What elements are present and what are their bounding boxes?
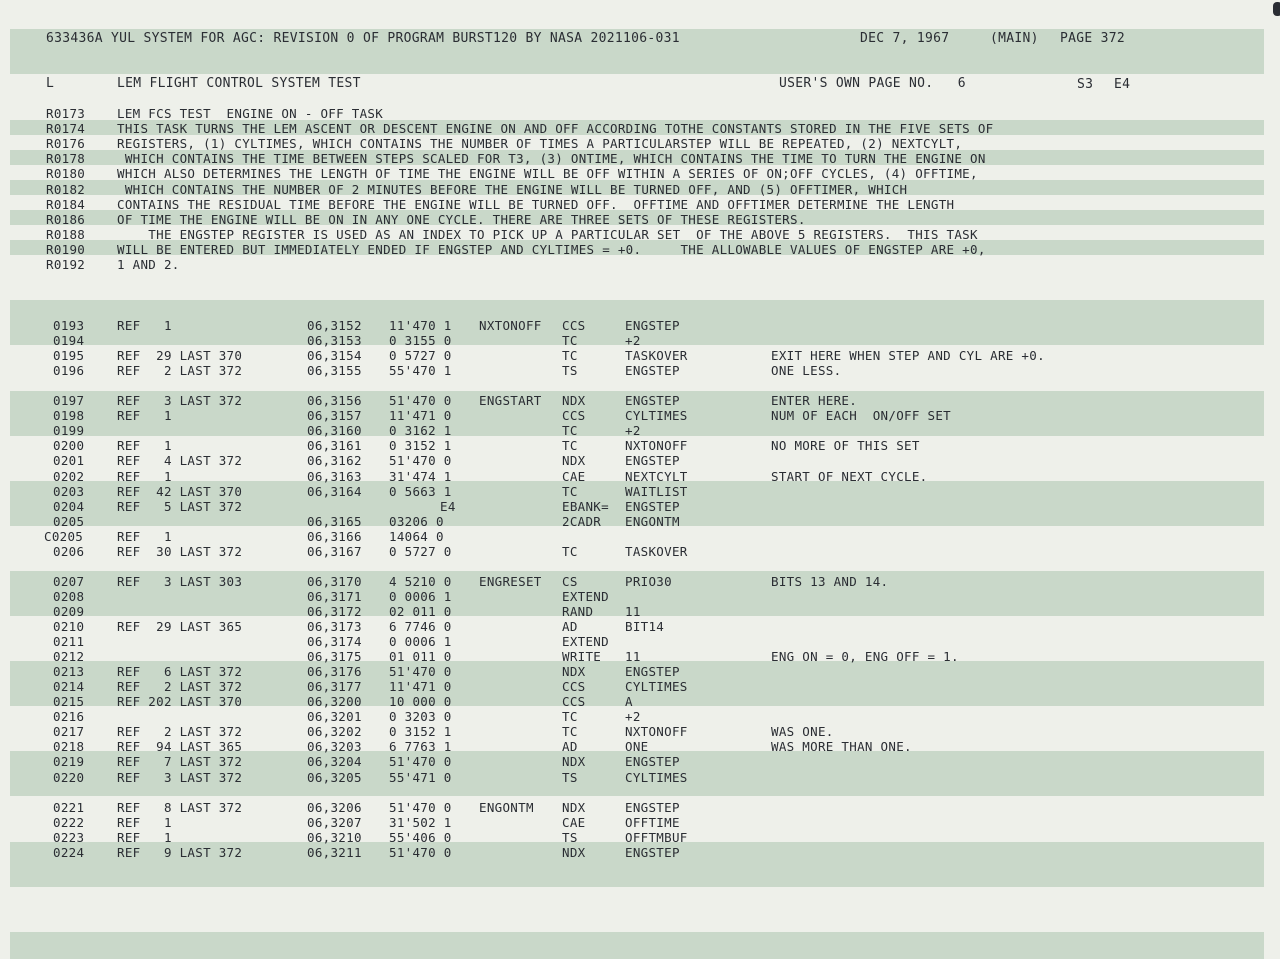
reference: REF 2 LAST 372 — [117, 679, 243, 695]
line-number: 0203 — [53, 483, 85, 499]
operand: CYLTIMES — [625, 769, 688, 785]
opcode: CS — [562, 573, 578, 589]
reference: REF 8 LAST 372 — [117, 799, 243, 815]
location: 06,3167 — [307, 543, 362, 559]
line-number: 0202 — [53, 468, 85, 484]
operand: WAITLIST — [625, 483, 688, 499]
remark-number: R0192 — [46, 257, 86, 272]
symbol-label: ENGONTM — [479, 799, 534, 815]
opcode: NDX — [562, 754, 586, 770]
subheader-users-page: USER'S OWN PAGE NO. 6 — [779, 76, 966, 91]
comment: WAS ONE. — [771, 724, 834, 740]
operand: ENGSTEP — [625, 363, 680, 379]
reference: REF 1 — [117, 438, 172, 454]
location: 06,3172 — [307, 603, 362, 619]
opcode: NDX — [562, 453, 586, 469]
remark-number: R0174 — [46, 121, 86, 137]
line-number: 0204 — [53, 498, 85, 514]
opcode: CCS — [562, 694, 586, 710]
line-number: 0207 — [53, 573, 85, 589]
octal-word: 51'470 0 — [389, 664, 452, 680]
opcode: CCS — [562, 318, 586, 333]
octal-word: 03206 0 — [389, 513, 444, 529]
line-number: 0193 — [53, 318, 85, 333]
octal-word: 0 3203 0 — [389, 709, 452, 725]
octal-word: 6 7763 1 — [389, 739, 452, 755]
octal-word: 11'471 0 — [389, 679, 452, 695]
octal-word: 0 0006 1 — [389, 634, 452, 650]
operand: PRIO30 — [625, 573, 672, 589]
location: 06,3207 — [307, 814, 362, 830]
line-number: 0197 — [53, 393, 85, 409]
remark-number: R0188 — [46, 226, 86, 242]
octal-word: 51'470 0 — [389, 844, 452, 860]
octal-word: 0 0006 1 — [389, 588, 452, 604]
remark-text: REGISTERS, (1) CYLTIMES, WHICH CONTAINS THE NUMBER OF TIMES A PARTICULARSTEP WILL BE REPEATED, (2) NEXTCYLT, — [117, 136, 963, 152]
remark-text: 1 AND 2. — [117, 257, 180, 272]
opcode: 2CADR — [562, 513, 602, 529]
operand: CYLTIMES — [625, 679, 688, 695]
octal-word: 0 5663 1 — [389, 483, 452, 499]
reference: REF 4 LAST 372 — [117, 453, 243, 469]
reference: REF 3 LAST 303 — [117, 573, 243, 589]
location: 06,3202 — [307, 724, 362, 740]
location: 06,3200 — [307, 694, 362, 710]
line-number: 0211 — [53, 634, 85, 650]
remark-text: THIS TASK TURNS THE LEM ASCENT OR DESCENT ENGINE ON AND OFF ACCORDING TOTHE CONSTANTS STORED IN THE FIVE SETS OF — [117, 121, 994, 137]
location: 06,3152 — [307, 318, 362, 333]
line-number: 0222 — [53, 814, 85, 830]
line-number: 0195 — [53, 348, 85, 364]
location: 06,3177 — [307, 679, 362, 695]
octal-word: 0 5727 0 — [389, 348, 452, 364]
comment: WAS MORE THAN ONE. — [771, 739, 912, 755]
comment: ENG ON = 0, ENG OFF = 1. — [771, 649, 959, 665]
opcode: AD — [562, 619, 578, 634]
reference: REF 1 — [117, 318, 172, 333]
remark-number: R0178 — [46, 151, 86, 167]
operand: ONE — [625, 739, 649, 755]
opcode: NDX — [562, 799, 586, 815]
subheader-flag: L — [46, 76, 55, 91]
location: 06,3210 — [307, 829, 362, 845]
octal-word: 6 7746 0 — [389, 619, 452, 634]
operand: OFFTMBUF — [625, 829, 688, 845]
octal-word: 0 3152 1 — [389, 438, 452, 454]
opcode: TC — [562, 709, 578, 725]
octal-word: 55'406 0 — [389, 829, 452, 845]
octal-word: 0 3162 1 — [389, 423, 452, 439]
octal-word: 51'470 0 — [389, 393, 452, 409]
operand: ENGSTEP — [625, 318, 680, 333]
octal-word: 11'470 1 — [389, 318, 452, 333]
octal-word: 0 3155 0 — [389, 333, 452, 349]
reference: REF 3 LAST 372 — [117, 393, 243, 409]
reference: REF 2 LAST 372 — [117, 363, 243, 379]
reference: REF 202 LAST 370 — [117, 694, 243, 710]
opcode: EXTEND — [562, 634, 609, 650]
paper-band — [10, 932, 1264, 959]
operand: ENGSTEP — [625, 453, 680, 469]
location: 06,3171 — [307, 588, 362, 604]
line-number: 0221 — [53, 799, 85, 815]
opcode: TS — [562, 769, 578, 785]
operand: TASKOVER — [625, 543, 688, 559]
line-number: 0200 — [53, 438, 85, 454]
symbol-label: ENGSTART — [479, 393, 542, 409]
operand: ENGSTEP — [625, 664, 680, 680]
operand: ENGSTEP — [625, 799, 680, 815]
reference: REF 1 — [117, 829, 172, 845]
page-edge-mark — [1273, 2, 1280, 16]
opcode: CAE — [562, 468, 586, 484]
symbol-label: NXTONOFF — [479, 318, 542, 333]
location: 06,3164 — [307, 483, 362, 499]
octal-word: 4 5210 0 — [389, 573, 452, 589]
opcode: CAE — [562, 814, 586, 830]
reference: REF 1 — [117, 468, 172, 484]
opcode: NDX — [562, 664, 586, 680]
reference: REF 1 — [117, 528, 172, 544]
opcode: TC — [562, 333, 578, 349]
line-number: 0208 — [53, 588, 85, 604]
opcode: RAND — [562, 603, 594, 619]
remark-number: R0186 — [46, 211, 86, 227]
octal-word: 55'471 0 — [389, 769, 452, 785]
operand: ENGSTEP — [625, 498, 680, 514]
octal-word: 10 000 0 — [389, 694, 452, 710]
location: 06,3163 — [307, 468, 362, 484]
octal-word: E4 — [440, 498, 456, 514]
opcode: TS — [562, 363, 578, 379]
location: 06,3153 — [307, 333, 362, 349]
comment: NUM OF EACH ON/OFF SET — [771, 408, 951, 424]
line-number: 0214 — [53, 679, 85, 695]
remark-text: WILL BE ENTERED BUT IMMEDIATELY ENDED IF ENGSTEP AND CYLTIMES = +0. THE ALLOWABLE VALUES OF ENGSTEP ARE +0, — [117, 241, 986, 257]
opcode: NDX — [562, 393, 586, 409]
remark-text: WHICH CONTAINS THE TIME BETWEEN STEPS SCALED FOR T3, (3) ONTIME, WHICH CONTAINS THE TIME TO TURN THE ENGINE ON — [117, 151, 986, 167]
location: 06,3155 — [307, 363, 362, 379]
comment: START OF NEXT CYCLE. — [771, 468, 928, 484]
octal-word: 02 011 0 — [389, 603, 452, 619]
location: 06,3174 — [307, 634, 362, 650]
remark-text: CONTAINS THE RESIDUAL TIME BEFORE THE ENGINE WILL BE TURNED OFF. OFFTIME AND OFFTIMER DETERMINE THE LENGTH — [117, 196, 955, 212]
operand: ENGSTEP — [625, 754, 680, 770]
remark-text: WHICH CONTAINS THE NUMBER OF 2 MINUTES BEFORE THE ENGINE WILL BE TURNED OFF, AND (5) OFFTIMER, WHICH — [117, 181, 908, 197]
reference: REF 1 — [117, 408, 172, 424]
operand: 11 — [625, 649, 641, 665]
location: 06,3154 — [307, 348, 362, 364]
reference: REF 7 LAST 372 — [117, 754, 243, 770]
location: 06,3211 — [307, 844, 362, 860]
opcode: EBANK= — [562, 498, 609, 514]
octal-word: 31'474 1 — [389, 468, 452, 484]
symbol-label: ENGRESET — [479, 573, 542, 589]
reference: REF 30 LAST 372 — [117, 543, 243, 559]
line-number: 0206 — [53, 543, 85, 559]
comment: BITS 13 AND 14. — [771, 573, 889, 589]
octal-word: 51'470 0 — [389, 453, 452, 469]
opcode: TC — [562, 348, 578, 364]
line-number: 0218 — [53, 739, 85, 755]
location: 06,3160 — [307, 423, 362, 439]
opcode: NDX — [562, 844, 586, 860]
opcode: TC — [562, 423, 578, 439]
operand: +2 — [625, 709, 641, 725]
header-date: DEC 7, 1967 — [860, 31, 950, 46]
line-number: 0196 — [53, 363, 85, 379]
operand: ENGSTEP — [625, 393, 680, 409]
comment: NO MORE OF THIS SET — [771, 438, 920, 454]
opcode: TC — [562, 483, 578, 499]
location: 06,3176 — [307, 664, 362, 680]
operand: ENGSTEP — [625, 844, 680, 860]
octal-word: 0 3152 1 — [389, 724, 452, 740]
operand: NXTONOFF — [625, 724, 688, 740]
line-number: 0216 — [53, 709, 85, 725]
line-number: 0213 — [53, 664, 85, 680]
operand: A — [625, 694, 633, 710]
operand: +2 — [625, 333, 641, 349]
opcode: CCS — [562, 679, 586, 695]
operand: TASKOVER — [625, 348, 688, 364]
octal-word: 14064 0 — [389, 528, 444, 544]
location: 06,3173 — [307, 619, 362, 634]
reference: REF 6 LAST 372 — [117, 664, 243, 680]
remark-text: WHICH ALSO DETERMINES THE LENGTH OF TIME THE ENGINE WILL BE OFF WITHIN A SERIES OF ON;OFF CYCLES, (4) OFFTIME, — [117, 166, 978, 182]
operand: CYLTIMES — [625, 408, 688, 424]
reference: REF 5 LAST 372 — [117, 498, 243, 514]
location: 06,3204 — [307, 754, 362, 770]
operand: OFFTIME — [625, 814, 680, 830]
location: 06,3175 — [307, 649, 362, 665]
opcode: TC — [562, 724, 578, 740]
remark-text: THE ENGSTEP REGISTER IS USED AS AN INDEX TO PICK UP A PARTICULAR SET OF THE ABOVE 5 REGISTERS. THIS TASK — [117, 226, 978, 242]
subheader-code-1: S3 — [1077, 77, 1094, 92]
line-number: 0219 — [53, 754, 85, 770]
operand: BIT14 — [625, 619, 665, 634]
remark-number: R0176 — [46, 136, 86, 152]
line-number: 0210 — [53, 619, 85, 634]
location: 06,3161 — [307, 438, 362, 454]
line-number: 0220 — [53, 769, 85, 785]
comment: ONE LESS. — [771, 363, 842, 379]
octal-word: 11'471 0 — [389, 408, 452, 424]
line-number: 0217 — [53, 724, 85, 740]
octal-word: 51'470 0 — [389, 799, 452, 815]
opcode: TC — [562, 438, 578, 454]
reference: REF 94 LAST 365 — [117, 739, 243, 755]
location: 06,3206 — [307, 799, 362, 815]
remark-number: R0190 — [46, 241, 86, 257]
octal-word: 55'470 1 — [389, 363, 452, 379]
comment: EXIT HERE WHEN STEP AND CYL ARE +0. — [771, 348, 1045, 364]
line-number: 0201 — [53, 453, 85, 469]
operand: 11 — [625, 603, 641, 619]
header-page: PAGE 372 — [1060, 31, 1126, 46]
opcode: CCS — [562, 408, 586, 424]
location: 06,3201 — [307, 709, 362, 725]
octal-word: 51'470 0 — [389, 754, 452, 770]
location: 06,3203 — [307, 739, 362, 755]
remark-number: R0180 — [46, 166, 86, 182]
opcode: EXTEND — [562, 588, 609, 604]
reference: REF 1 — [117, 814, 172, 830]
opcode: TC — [562, 543, 578, 559]
reference: REF 9 LAST 372 — [117, 844, 243, 860]
header-section: (MAIN) — [990, 31, 1039, 46]
line-number: 0224 — [53, 844, 85, 860]
line-number: 0199 — [53, 423, 85, 439]
line-number: 0215 — [53, 694, 85, 710]
comment: ENTER HERE. — [771, 393, 858, 409]
line-number: 0194 — [53, 333, 85, 349]
remark-number: R0173 — [46, 106, 86, 121]
location: 06,3157 — [307, 408, 362, 424]
location: 06,3162 — [307, 453, 362, 469]
opcode: WRITE — [562, 649, 602, 665]
line-number: 0223 — [53, 829, 85, 845]
line-number: 0205 — [53, 513, 85, 529]
line-number: C0205 — [44, 528, 84, 544]
operand: NXTONOFF — [625, 438, 688, 454]
opcode: AD — [562, 739, 578, 755]
line-number: 0209 — [53, 603, 85, 619]
reference: REF 29 LAST 365 — [117, 619, 243, 634]
operand: ENGONTM — [625, 513, 680, 529]
octal-word: 31'502 1 — [389, 814, 452, 830]
location: 06,3166 — [307, 528, 362, 544]
opcode: TS — [562, 829, 578, 845]
line-number: 0198 — [53, 408, 85, 424]
subheader-code-2: E4 — [1114, 77, 1131, 92]
location: 06,3156 — [307, 393, 362, 409]
operand: +2 — [625, 423, 641, 439]
octal-word: 0 5727 0 — [389, 543, 452, 559]
remark-text: LEM FCS TEST ENGINE ON - OFF TASK — [117, 106, 384, 121]
header-id: 633436A YUL SYSTEM FOR AGC: REVISION 0 OF PROGRAM BURST120 BY NASA 2021106-031 — [46, 31, 680, 46]
remark-number: R0184 — [46, 196, 86, 212]
operand: NEXTCYLT — [625, 468, 688, 484]
line-number: 0212 — [53, 649, 85, 665]
reference: REF 42 LAST 370 — [117, 483, 243, 499]
octal-word: 01 011 0 — [389, 649, 452, 665]
location: 06,3170 — [307, 573, 362, 589]
subheader-title: LEM FLIGHT CONTROL SYSTEM TEST — [117, 76, 361, 91]
reference: REF 29 LAST 370 — [117, 348, 243, 364]
remark-text: OF TIME THE ENGINE WILL BE ON IN ANY ONE CYCLE. THERE ARE THREE SETS OF THESE REGISTERS. — [117, 211, 806, 227]
reference: REF 2 LAST 372 — [117, 724, 243, 740]
remark-number: R0182 — [46, 181, 86, 197]
location: 06,3165 — [307, 513, 362, 529]
reference: REF 3 LAST 372 — [117, 769, 243, 785]
location: 06,3205 — [307, 769, 362, 785]
